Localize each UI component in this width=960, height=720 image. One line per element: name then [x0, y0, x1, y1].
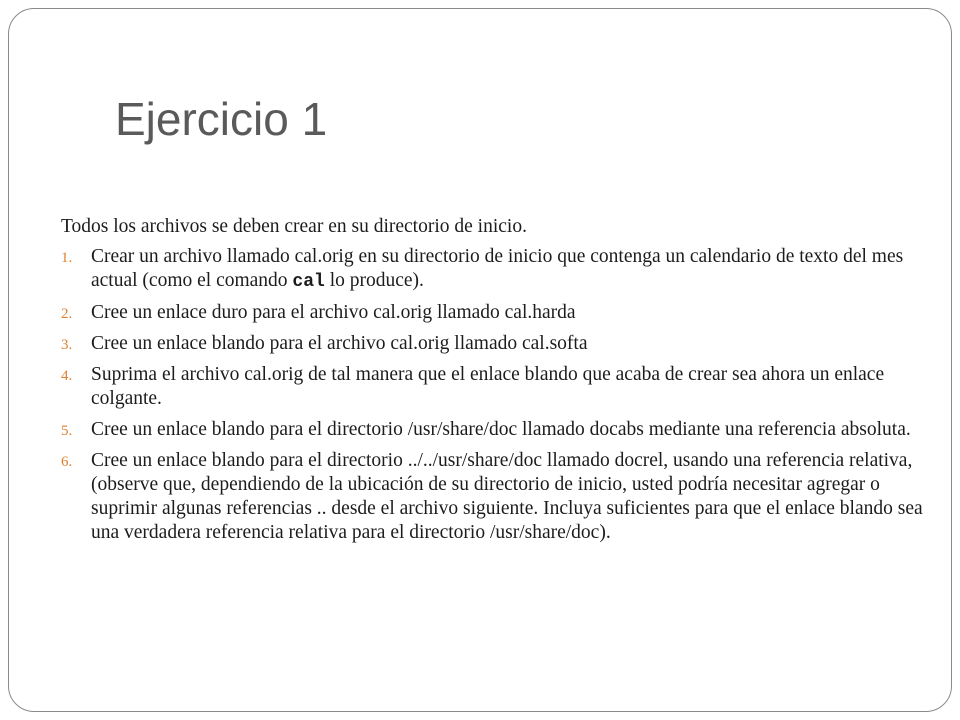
item-text: Cree un enlace blando para el archivo cal.orig llamado cal.softa: [91, 333, 588, 354]
item-number: 5.: [61, 423, 73, 439]
command-text: cal: [292, 272, 325, 292]
item-text: Cree un enlace blando para el directorio /usr/share/doc llamado docabs mediante una referencia absoluta.: [91, 419, 911, 440]
list-item: [61, 301, 931, 325]
item-text: lo produce).: [324, 270, 424, 291]
item-number: 6.: [61, 454, 73, 470]
item-number: 4.: [61, 368, 73, 384]
item-text: Crear un archivo llamado cal.orig en su directorio de inicio que contenga un calendario de texto del mes actual (como el comando: [91, 246, 904, 291]
list-item: [61, 332, 931, 356]
exercise-list: [61, 245, 931, 545]
item-number: 1.: [61, 250, 73, 266]
item-number: 2.: [61, 306, 73, 322]
item-text: Suprima el archivo cal.orig de tal manera que el enlace blando que acaba de crear sea ahora un enlace colgante.: [91, 364, 885, 409]
item-text: Cree un enlace blando para el directorio ../../usr/share/doc llamado docrel, usando una referencia relativa, (observe que, dependiendo de la ubicación de su directorio de inicio, usted podría necesitar agregar o suprimir algunas referencias .. desde el archivo siguiente. Incluya suficientes para que el enlace blando sea una verdadera referencia relativa para el directorio /usr/share/doc).: [91, 450, 923, 543]
item-number: 3.: [61, 337, 73, 353]
item-text: Cree un enlace duro para el archivo cal.orig llamado cal.harda: [91, 302, 576, 323]
list-item: [61, 449, 931, 545]
list-item: [61, 418, 931, 442]
intro-text: Todos los archivos se deben crear en su directorio de inicio.: [61, 216, 527, 237]
list-item: [61, 363, 931, 411]
slide-title: Ejercicio 1: [115, 93, 328, 145]
slide-body: [61, 215, 931, 552]
slide-frame: [8, 8, 952, 712]
list-item: [61, 245, 931, 294]
